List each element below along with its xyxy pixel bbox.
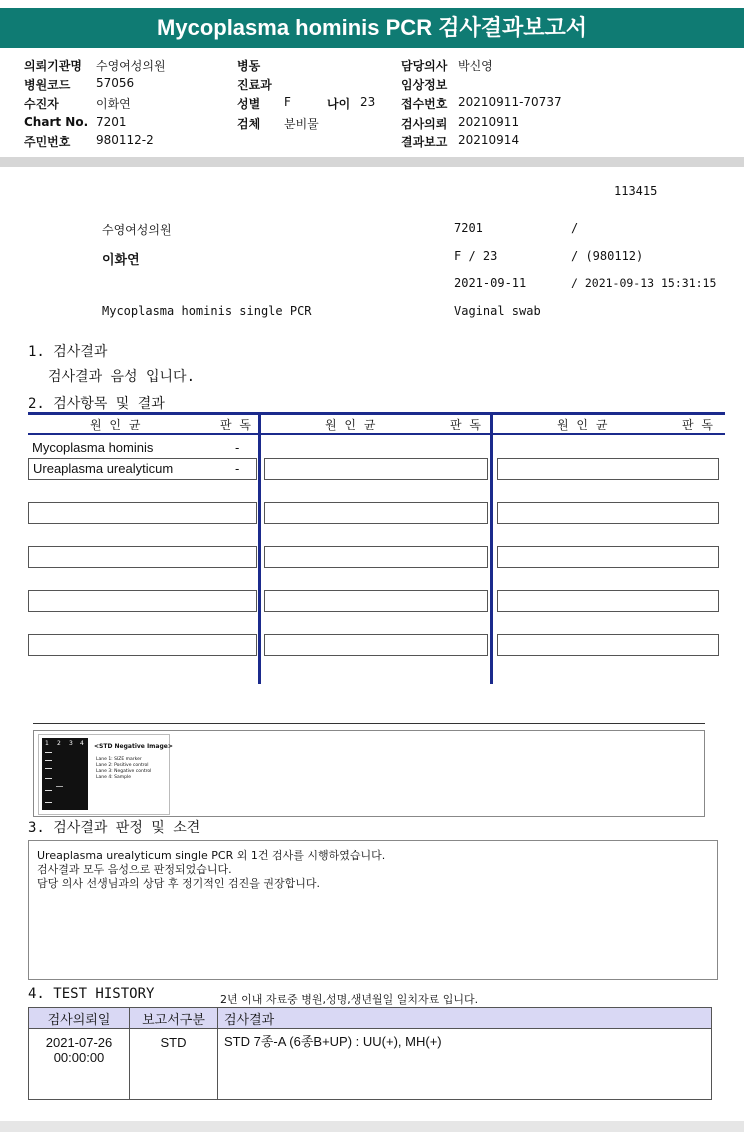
label-clinical-info: 임상정보 bbox=[401, 78, 448, 92]
gel-image-frame bbox=[33, 730, 705, 817]
gel-lane-label: 3 bbox=[69, 740, 73, 747]
label-hospital-code: 병원코드 bbox=[24, 78, 71, 92]
result-name-ureaplasma: Ureaplasma urealyticum bbox=[33, 461, 174, 476]
opinion-box bbox=[28, 840, 718, 980]
result-row-ureaplasma bbox=[28, 458, 257, 480]
history-date-cell bbox=[29, 1029, 130, 1100]
gel-band bbox=[45, 778, 52, 779]
value-doctor: 박신영 bbox=[458, 59, 493, 73]
value-receipt-no: 20210911-70737 bbox=[458, 95, 562, 109]
table-row bbox=[29, 1029, 712, 1100]
label-department: 진료과 bbox=[237, 78, 272, 92]
history-col-date: 검사의뢰일 bbox=[29, 1008, 130, 1029]
result-empty-cell bbox=[497, 546, 719, 568]
gel-band bbox=[56, 786, 63, 787]
gel-band bbox=[45, 790, 52, 791]
value-specimen: 분비물 bbox=[284, 117, 319, 131]
value-chart-no: 7201 bbox=[96, 115, 127, 129]
report-patient: 이화연 bbox=[102, 253, 140, 268]
col-head-result-2: 판 독 bbox=[450, 418, 483, 432]
report-date-received: 2021-09-11 bbox=[454, 276, 527, 290]
gel-lane-label: 2 bbox=[57, 740, 61, 747]
value-resident-no: 980112-2 bbox=[96, 133, 154, 147]
label-result-report: 결과보고 bbox=[401, 135, 448, 149]
history-col-result: 검사결과 bbox=[218, 1008, 712, 1029]
label-ward: 병동 bbox=[237, 59, 261, 73]
report-test-name: Mycoplasma hominis single PCR bbox=[102, 304, 312, 318]
section1-heading: 1. 검사결과 bbox=[28, 344, 108, 360]
gel-lane-label: 4 bbox=[80, 740, 84, 747]
report-clinic: 수영여성의원 bbox=[102, 223, 172, 237]
result-empty-cell bbox=[28, 502, 257, 524]
gel-band bbox=[45, 760, 52, 761]
gel-legend-line: Lane 4: Sample bbox=[96, 775, 131, 780]
gel-photo bbox=[42, 738, 88, 810]
result-empty-cell bbox=[264, 458, 488, 480]
history-table bbox=[28, 1007, 712, 1100]
gel-legend-line: Lane 2: Positive control bbox=[96, 763, 149, 768]
gel-band bbox=[45, 752, 52, 753]
history-result: STD 7종-A (6종B+UP) : UU(+), MH(+) bbox=[218, 1029, 712, 1100]
label-chart-no: Chart No. bbox=[24, 115, 89, 129]
label-age: 나이 bbox=[327, 97, 351, 111]
result-empty-cell bbox=[497, 590, 719, 612]
label-test-request: 검사의뢰 bbox=[401, 117, 448, 131]
col-head-result-1: 판 독 bbox=[220, 418, 253, 432]
gel-title: <STD Negative Image> bbox=[94, 743, 173, 750]
result-empty-cell bbox=[497, 458, 719, 480]
history-note: 2년 이내 자료중 병원,성명,생년월일 일치자료 입니다. bbox=[220, 993, 479, 1006]
report-birth: / (980112) bbox=[571, 249, 644, 263]
report-date-reported: / 2021-09-13 15:31:15 bbox=[571, 276, 717, 290]
report-specimen: Vaginal swab bbox=[454, 304, 541, 318]
gel-legend-line: Lane 3: Negative control bbox=[96, 769, 152, 774]
col-head-organism-2: 원 인 균 bbox=[325, 418, 378, 432]
value-patient: 이화연 bbox=[96, 97, 131, 111]
report-code: 113415 bbox=[614, 184, 658, 198]
result-empty-cell bbox=[497, 502, 719, 524]
opinion-line: 검사결과 모두 음성으로 판정되었습니다. bbox=[37, 863, 232, 876]
result-name-mycoplasma: Mycoplasma hominis bbox=[32, 440, 154, 455]
col-head-result-3: 판 독 bbox=[682, 418, 715, 432]
section4-heading: 4. TEST HISTORY bbox=[28, 986, 155, 1002]
label-receipt-no: 접수번호 bbox=[401, 97, 448, 111]
result-empty-cell bbox=[264, 634, 488, 656]
result-empty-cell bbox=[28, 546, 257, 568]
column-divider-2 bbox=[490, 412, 493, 684]
report-slash: / bbox=[571, 221, 579, 235]
result-empty-cell bbox=[264, 546, 488, 568]
history-col-type: 보고서구분 bbox=[130, 1008, 218, 1029]
result-value-ureaplasma: - bbox=[235, 461, 240, 476]
col-head-organism-1: 원 인 균 bbox=[90, 418, 143, 432]
section1-result-text: 검사결과 음성 입니다. bbox=[48, 369, 196, 385]
gel-legend-line: Lane 1: SIZE marker bbox=[96, 757, 142, 762]
gel-band bbox=[45, 802, 52, 803]
result-empty-cell bbox=[497, 634, 719, 656]
footer-band bbox=[0, 1121, 744, 1132]
header-separator bbox=[0, 157, 744, 167]
gel-image bbox=[38, 734, 173, 815]
col-head-organism-3: 원 인 균 bbox=[557, 418, 610, 432]
report-chart: 7201 bbox=[454, 221, 483, 235]
label-specimen: 검체 bbox=[237, 117, 261, 131]
label-patient: 수진자 bbox=[24, 97, 59, 111]
value-hospital-code: 57056 bbox=[96, 76, 135, 90]
label-requesting-clinic: 의뢰기관명 bbox=[24, 59, 82, 73]
history-date: 2021-07-26 bbox=[45, 1035, 113, 1050]
gel-lane-label: 1 bbox=[45, 740, 49, 747]
label-sex: 성별 bbox=[237, 97, 261, 111]
gel-top-rule bbox=[33, 723, 705, 724]
report-sex-age: F / 23 bbox=[454, 249, 498, 263]
result-empty-cell bbox=[28, 634, 257, 656]
result-empty-cell bbox=[264, 590, 488, 612]
label-resident-no: 주민번호 bbox=[24, 135, 71, 149]
history-time: 00:00:00 bbox=[53, 1050, 105, 1065]
section2-heading: 2. 검사항목 및 결과 bbox=[28, 396, 165, 412]
value-result-report: 20210914 bbox=[458, 133, 520, 147]
result-value-mycoplasma: - bbox=[235, 440, 240, 455]
value-requesting-clinic: 수영여성의원 bbox=[96, 59, 166, 73]
section3-heading: 3. 검사결과 판정 및 소견 bbox=[28, 820, 201, 836]
value-test-request: 20210911 bbox=[458, 115, 520, 129]
column-divider-1 bbox=[258, 412, 261, 684]
label-doctor: 담당의사 bbox=[401, 59, 448, 73]
result-empty-cell bbox=[28, 590, 257, 612]
result-table-header-border bbox=[28, 433, 725, 435]
gel-band bbox=[45, 768, 52, 769]
result-table-top-border bbox=[28, 412, 725, 415]
value-sex: F bbox=[284, 95, 291, 109]
result-empty-cell bbox=[264, 502, 488, 524]
report-title: Mycoplasma hominis PCR 검사결과보고서 bbox=[0, 8, 744, 48]
history-type: STD bbox=[130, 1029, 218, 1100]
opinion-line: Ureaplasma urealyticum single PCR 외 1건 검사를 시행하였습니다. bbox=[37, 849, 386, 862]
value-age: 23 bbox=[360, 95, 376, 109]
opinion-line: 담당 의사 선생님과의 상담 후 정기적인 검진을 권장합니다. bbox=[37, 877, 320, 890]
